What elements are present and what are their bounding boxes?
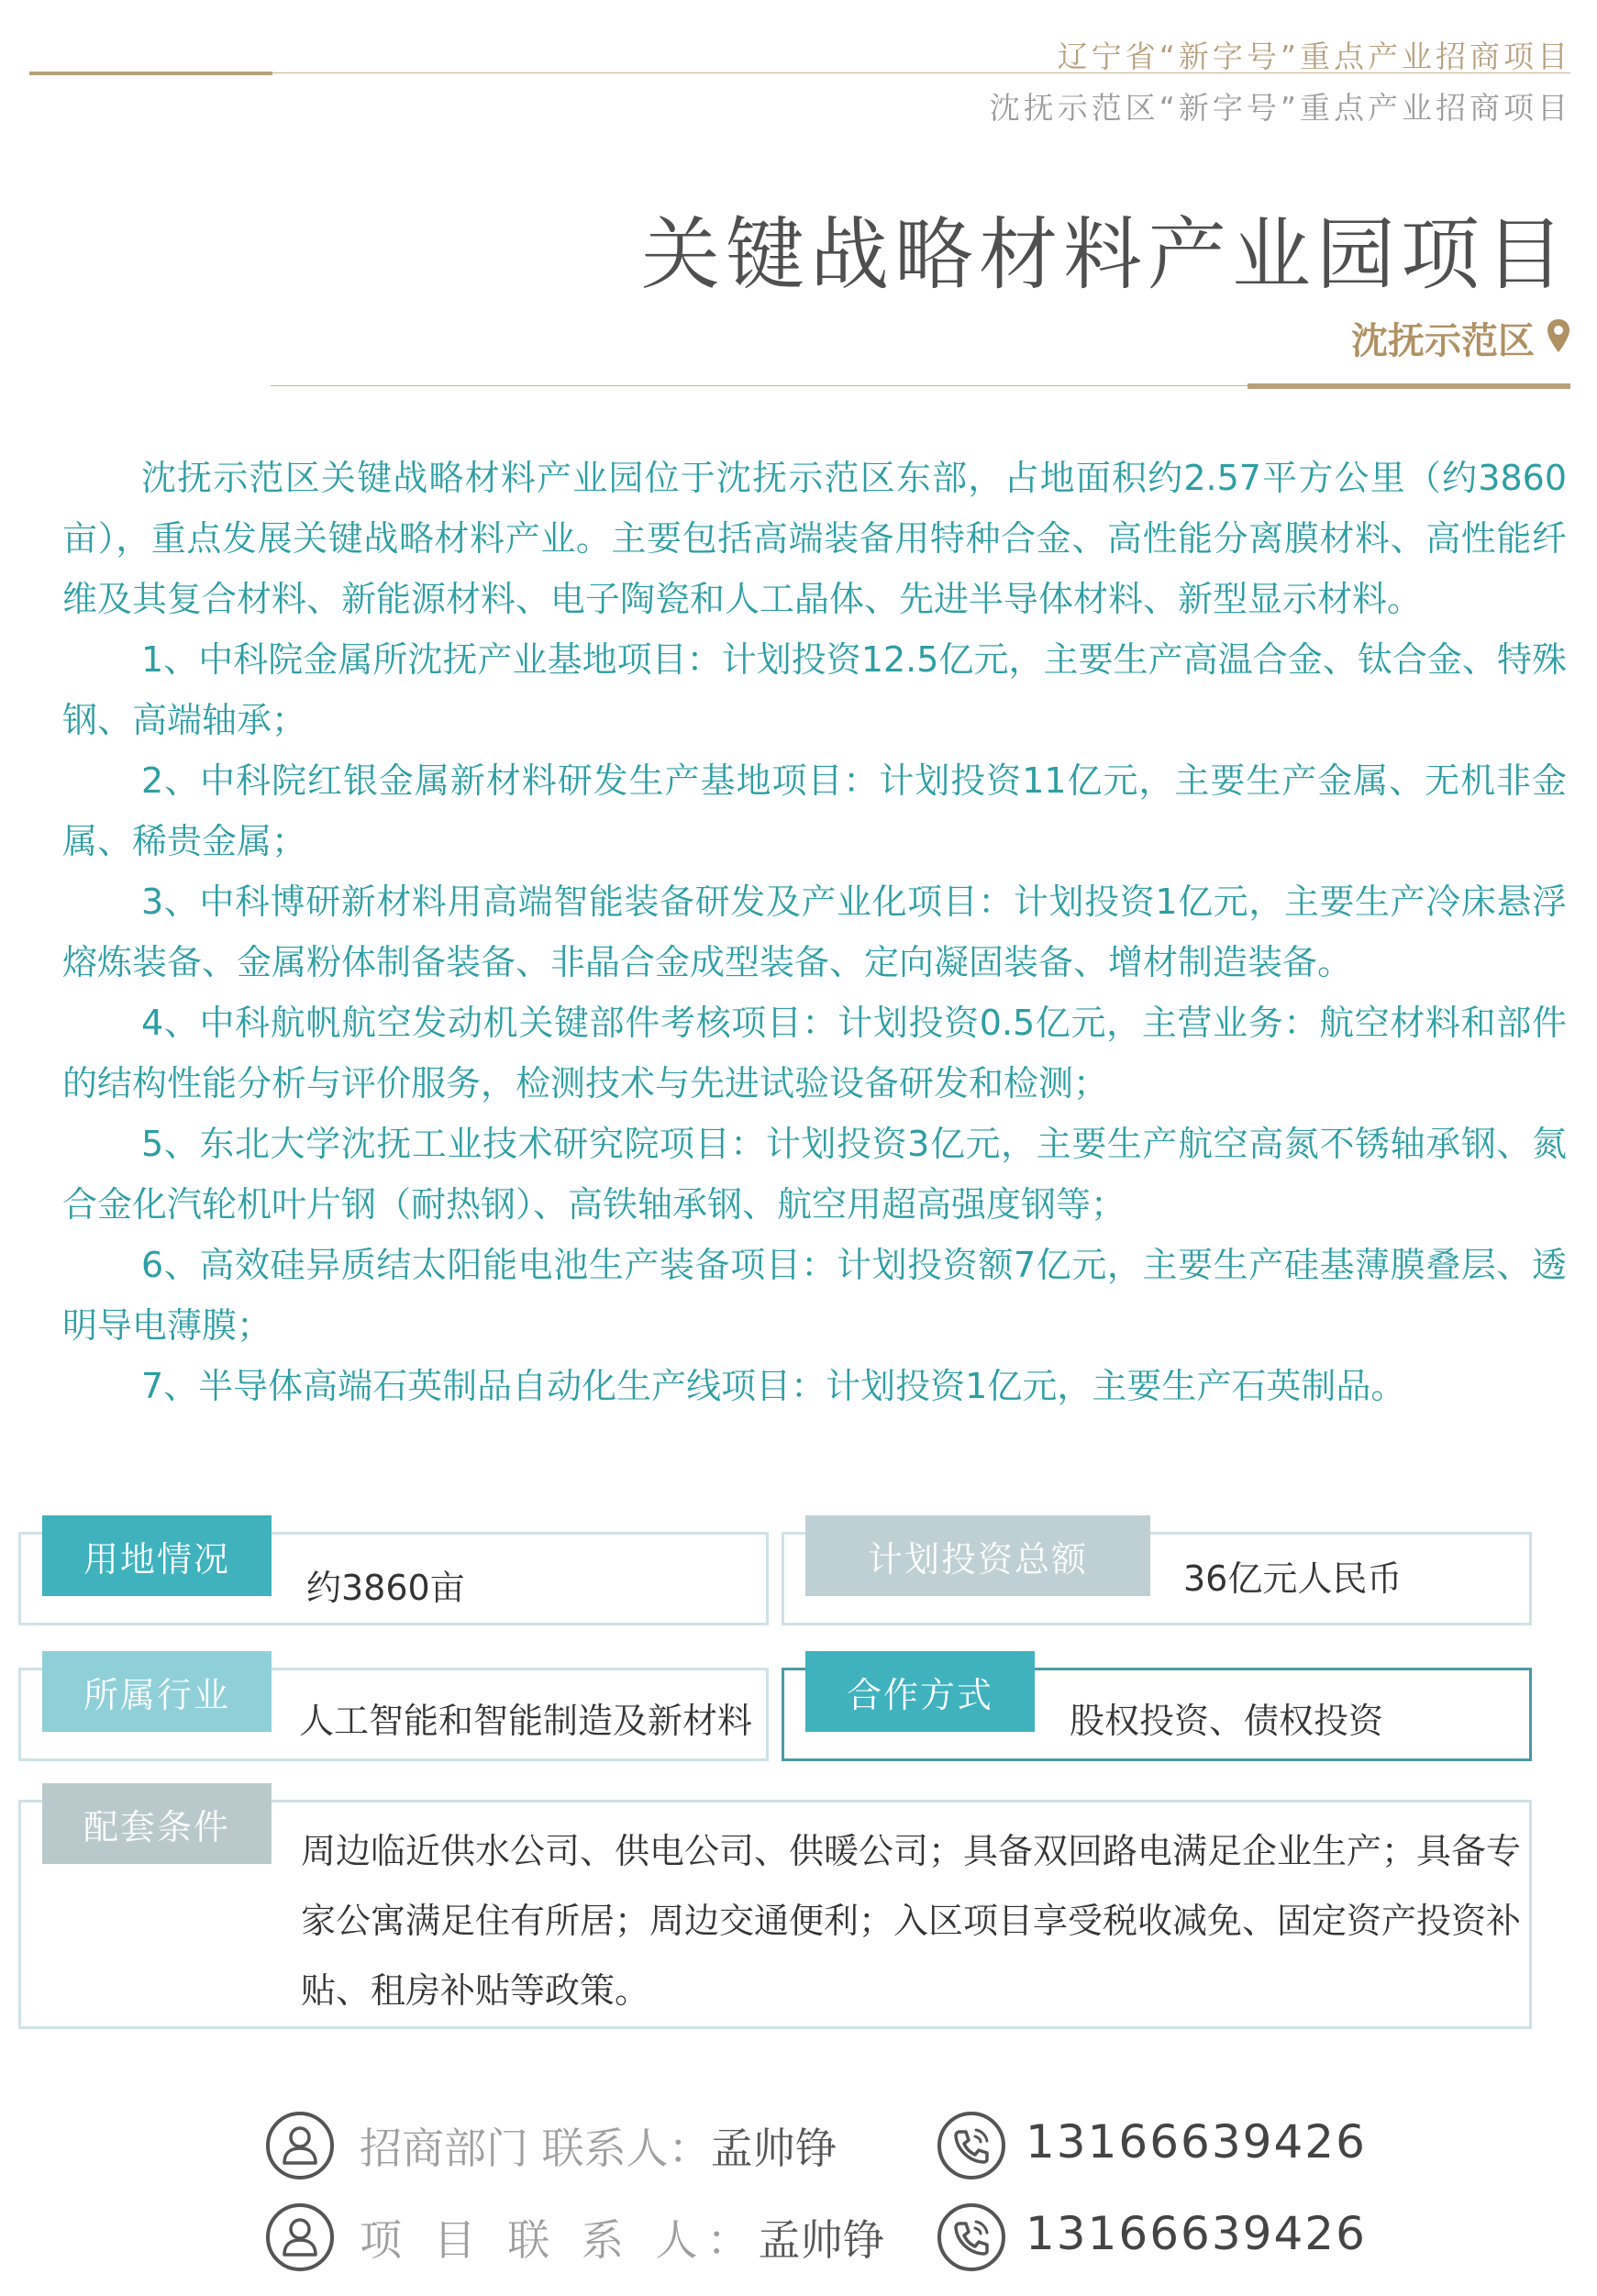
phone-icon xyxy=(937,2112,1005,2180)
industry-value: 人工智能和智能制造及新材料 xyxy=(299,1701,753,1741)
contact-2-name: 孟帅铮 xyxy=(758,2215,885,2265)
title-thin-rule xyxy=(271,385,1248,386)
invest-value: 36亿元人民币 xyxy=(1183,1558,1403,1599)
header-gold-rule xyxy=(29,72,272,75)
project-description xyxy=(62,448,1567,1416)
contact-1-label: 招商部门 联系人： xyxy=(360,2124,711,2173)
district-label: 沈抚示范区 xyxy=(1351,319,1535,362)
support-value: 周边临近供水公司、供电公司、供暖公司；具备双回路电满足企业生产；具备专家公寓满足住有所居；周边交通便利；入区项目享受税收减免、固定资产投资补贴、租房补贴等政策。 xyxy=(301,1831,1522,2011)
intro-paragraph: 沈抚示范区关键战略材料产业园位于沈抚示范区东部，占地面积约2.57平方公里（约3860亩），重点发展关键战略材料产业。主要包括高端装备用特种合金、高性能分离膜材料、高性能纤维及其复合材料、新能源材料、电子陶瓷和人工晶体、先进半导体材料、新型显示材料。 xyxy=(62,458,1567,619)
person-icon xyxy=(266,2203,334,2271)
title-gold-rule xyxy=(1248,383,1570,389)
project-item-4: 4、中科航帆航空发动机关键部件考核项目：计划投资0.5亿元，主营业务：航空材料和部件的结构性能分析与评价服务，检测技术与先进试验设备研发和检测； xyxy=(62,1003,1567,1104)
industry-tag: 所属行业 xyxy=(42,1651,272,1732)
contact-1-name: 孟帅铮 xyxy=(710,2124,837,2173)
phone-icon xyxy=(937,2203,1005,2271)
project-item-3: 3、中科博研新材料用高端智能装备研发及产业化项目：计划投资1亿元，主要生产冷床悬浮熔炼装备、金属粉体制备装备、非晶合金成型装备、定向凝固装备、增材制造装备。 xyxy=(62,882,1567,982)
person-icon xyxy=(266,2112,334,2180)
project-item-6: 6、高效硅异质结太阳能电池生产装备项目：计划投资额7亿元，主要生产硅基薄膜叠层、透明导电薄膜； xyxy=(62,1245,1567,1346)
invest-tag: 计划投资总额 xyxy=(805,1515,1150,1596)
coop-tag: 合作方式 xyxy=(805,1651,1035,1732)
header-line-1: 辽宁省“新字号”重点产业招商项目 xyxy=(1057,39,1571,74)
contact-2-phone: 13166639426 xyxy=(1026,2207,1367,2260)
contact-1-phone: 13166639426 xyxy=(1026,2115,1367,2168)
contact-row-2 xyxy=(360,2207,885,2268)
project-item-2: 2、中科院红银金属新材料研发生产基地项目：计划投资11亿元，主要生产金属、无机非金属、稀贵金属； xyxy=(62,760,1567,861)
coop-value: 股权投资、债权投资 xyxy=(1070,1701,1384,1741)
location-pin-icon xyxy=(1546,318,1571,353)
contact-2-label: 项 目 联 系 人： xyxy=(360,2215,759,2265)
page-title: 关键战略材料产业园项目 xyxy=(641,209,1569,301)
project-item-5: 5、东北大学沈抚工业技术研究院项目：计划投资3亿元，主要生产航空高氮不锈轴承钢、氮合金化汽轮机叶片钢（耐热钢）、高铁轴承钢、航空用超高强度钢等； xyxy=(62,1124,1567,1225)
land-value: 约3860亩 xyxy=(306,1568,465,1608)
project-item-7: 7、半导体高端石英制品自动化生产线项目：计划投资1亿元，主要生产石英制品。 xyxy=(141,1366,1406,1406)
land-tag: 用地情况 xyxy=(42,1515,272,1596)
project-item-1: 1、中科院金属所沈抚产业基地项目：计划投资12.5亿元，主要生产高温合金、钛合金、特殊钢、高端轴承； xyxy=(62,639,1567,740)
contact-row-1 xyxy=(360,2115,837,2176)
header-line-2: 沈抚示范区“新字号”重点产业招商项目 xyxy=(989,90,1571,126)
support-tag: 配套条件 xyxy=(42,1783,272,1864)
